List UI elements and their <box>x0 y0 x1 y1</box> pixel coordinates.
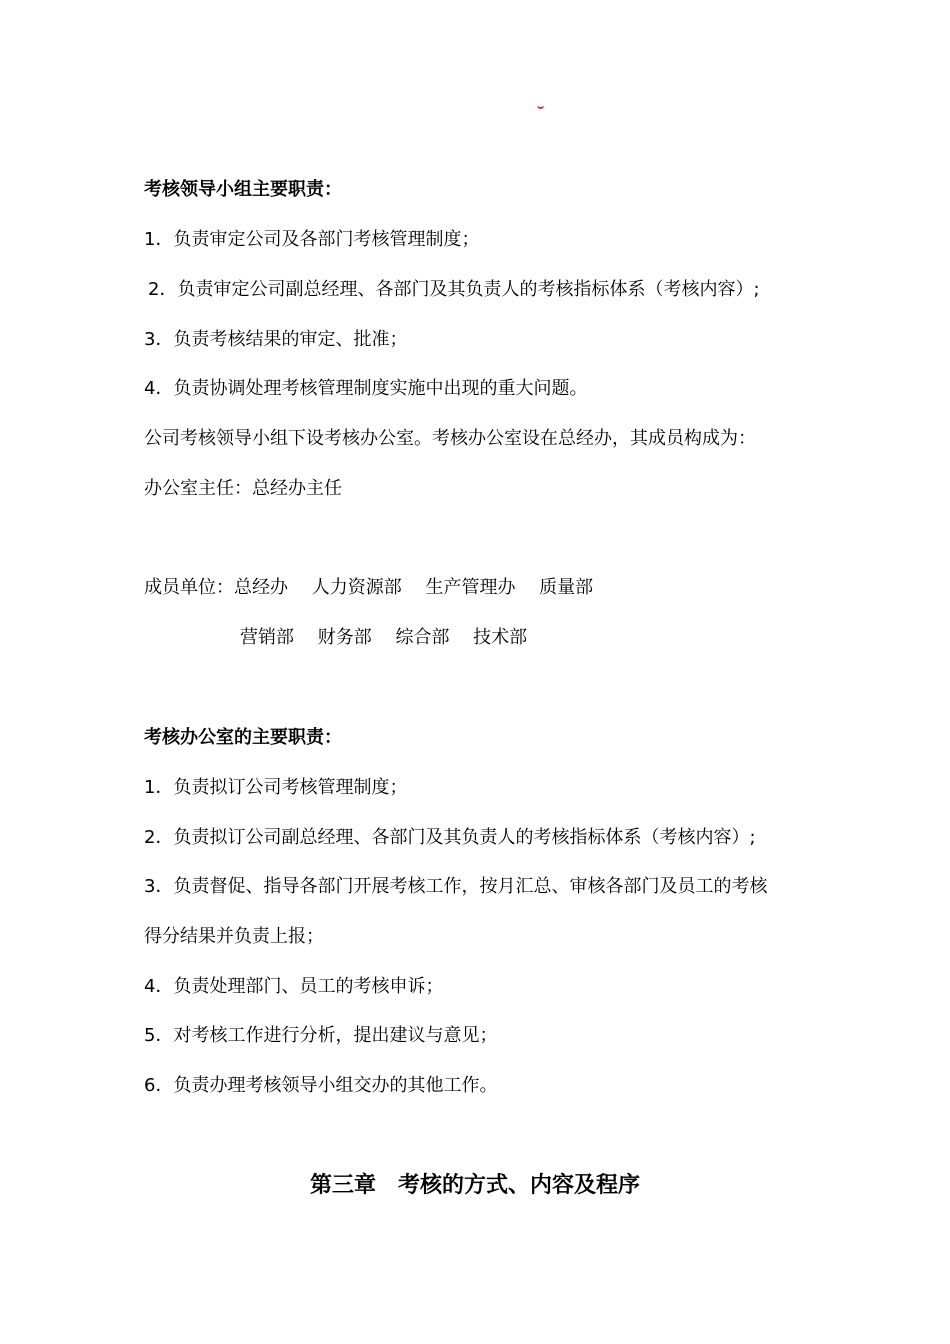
office-duty-1: 1．负责拟订公司考核管理制度； <box>144 777 408 798</box>
leadership-duty-1: 1．负责审定公司及各部门考核管理制度； <box>144 229 480 250</box>
office-duty-5: 5．对考核工作进行分析，提出建议与意见； <box>144 1025 498 1046</box>
section-heading-office: 考核办公室的主要职责： <box>144 727 342 748</box>
office-duty-3-line-2: 得分结果并负责上报； <box>144 926 324 947</box>
office-duty-3-line-1: 3．负责督促、指导各部门开展考核工作，按月汇总、审核各部门及员工的考核 <box>144 876 768 897</box>
office-director: 办公室主任：总经办主任 <box>144 478 342 499</box>
leadership-duty-2: 2．负责审定公司副总经理、各部门及其负责人的考核指标体系（考核内容）; <box>148 279 760 300</box>
section-heading-leadership: 考核领导小组主要职责： <box>144 179 342 200</box>
leadership-duty-3: 3．负责考核结果的审定、批准； <box>144 329 408 350</box>
office-duty-6: 6．负责办理考核领导小组交办的其他工作。 <box>144 1075 498 1096</box>
office-duty-2: 2．负责拟订公司副总经理、各部门及其负责人的考核指标体系（考核内容）; <box>144 827 756 848</box>
member-units-line-1: 成员单位：总经办 人力资源部 生产管理办 质量部 <box>144 577 594 598</box>
office-intro: 公司考核领导小组下设考核办公室。考核办公室设在总经办，其成员构成为： <box>144 428 756 449</box>
leadership-duty-4: 4．负责协调处理考核管理制度实施中出现的重大问题。 <box>144 378 588 399</box>
red-mark <box>537 104 544 109</box>
member-units-line-2: 营销部 财务部 综合部 技术部 <box>240 627 528 648</box>
chapter-title: 第三章 考核的方式、内容及程序 <box>309 1173 640 1198</box>
office-duty-4: 4．负责处理部门、员工的考核申诉； <box>144 976 444 997</box>
